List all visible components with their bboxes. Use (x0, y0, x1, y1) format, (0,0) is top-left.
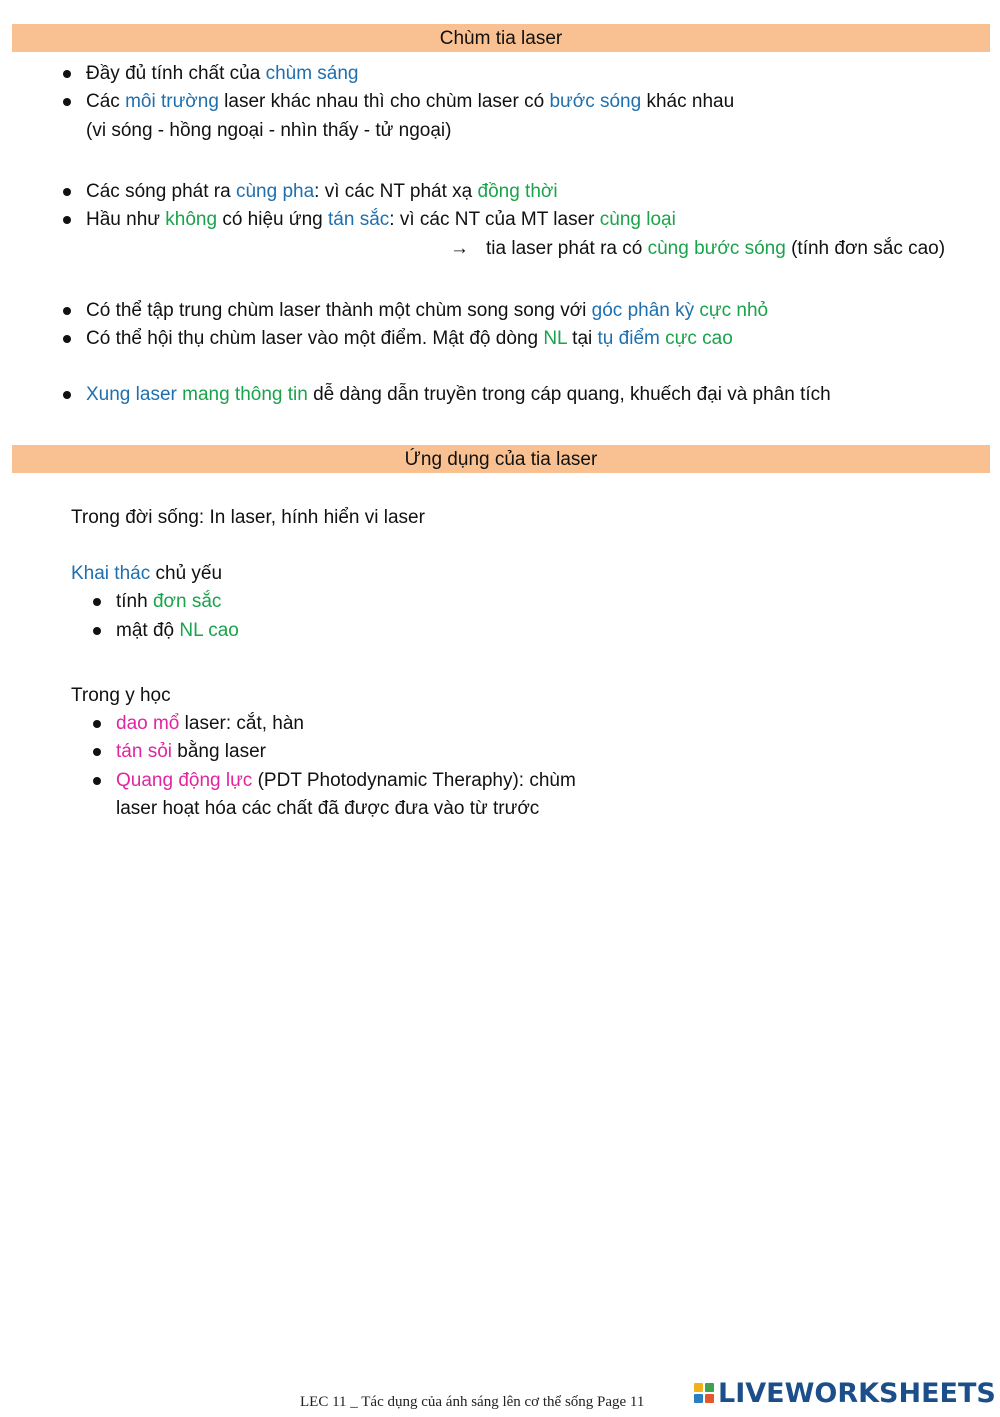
exploit-energy-density: mật độ NL cao (116, 620, 239, 641)
bullet-continuation: (vi sóng - hồng ngoại - nhìn thấy - tử ngoại) (86, 120, 452, 141)
bullet-focus-point: Có thể hội thụ chùm laser vào một điểm. Mật độ dòng NL tại tụ điểm cực cao (86, 328, 733, 349)
exploit-monochromatic: tính đơn sắc (116, 591, 222, 612)
medicine-heading: Trong y học (71, 685, 171, 706)
bullet-media-wavelength: Các môi trường laser khác nhau thì cho chùm laser có bước sóng khác nhau (86, 91, 735, 112)
medicine-photodynamic-continuation: laser hoạt hóa các chất đã được đưa vào từ trước (116, 798, 540, 819)
section-title-applications: Ứng dụng của tia laser (12, 445, 990, 473)
liveworksheets-logo (694, 1376, 996, 1410)
logo-grid-icon (694, 1383, 714, 1403)
medicine-photodynamic: Quang động lực (PDT Photodynamic Theraphy): chùm (116, 770, 576, 791)
medicine-scalpel: dao mổ laser: cắt, hàn (116, 713, 304, 734)
bullet-no-dispersion: Hầu như không có hiệu ứng tán sắc: vì các NT của MT laser cùng loại (86, 209, 676, 230)
arrow-icon: → (450, 238, 469, 259)
bullet-dot (63, 391, 71, 399)
bullet-dot (63, 335, 71, 343)
page-footer: LEC 11 _ Tác dụng của ánh sáng lên cơ thể sống Page 11 (300, 1394, 645, 1410)
bullet-dot (63, 98, 71, 106)
bullet-dot (93, 720, 101, 728)
section-title-laser-beam: Chùm tia laser (12, 24, 990, 52)
bullet-dot (93, 748, 101, 756)
everyday-life-text: Trong đời sống: In laser, hính hiển vi laser (71, 507, 425, 528)
medicine-lithotripsy: tán sỏi bằng laser (116, 741, 266, 762)
bullet-dot (63, 216, 71, 224)
bullet-dot (63, 307, 71, 315)
bullet-dot (93, 627, 101, 635)
bullet-dot (63, 188, 71, 196)
bullet-dot (93, 777, 101, 785)
bullet-dot (93, 598, 101, 606)
bullet-same-phase: Các sóng phát ra cùng pha: vì các NT phát xạ đồng thời (86, 181, 558, 202)
bullet-full-properties: Đầy đủ tính chất của chùm sáng (86, 63, 359, 84)
exploit-heading: Khai thác chủ yếu (71, 563, 223, 584)
bullet-dot (63, 70, 71, 78)
logo-text: LIVEWORKSHEETS (718, 1377, 996, 1409)
bullet-parallel-beam: Có thể tập trung chùm laser thành một chùm song song với góc phân kỳ cực nhỏ (86, 300, 769, 321)
result-monochromatic: tia laser phát ra có cùng bước sóng (tính đơn sắc cao) (486, 238, 946, 259)
bullet-laser-pulse: Xung laser mang thông tin dễ dàng dẫn truyền trong cáp quang, khuếch đại và phân tích (86, 384, 831, 405)
